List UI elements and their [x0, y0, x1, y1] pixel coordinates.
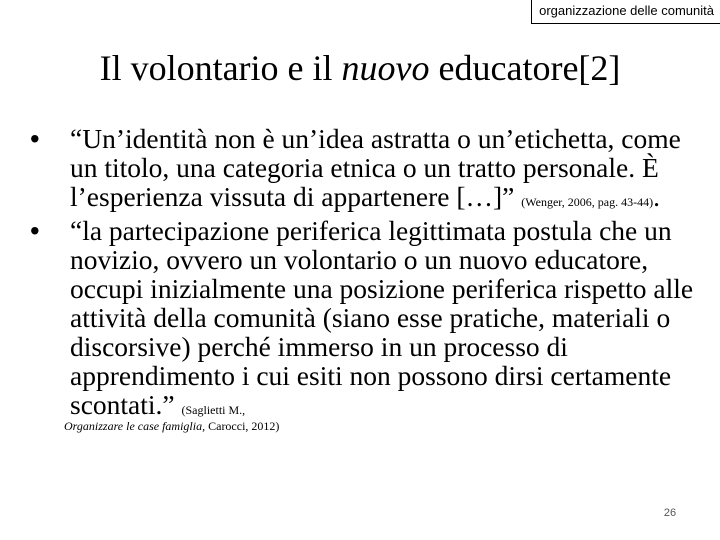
- bullet-list: [30, 124, 700, 432]
- title-text-start: Il volontario e il: [99, 48, 342, 88]
- title-text-italic: nuovo: [341, 48, 430, 88]
- citation-publisher: Carocci, 2012): [205, 419, 280, 433]
- bullet-text: “Un’identità non è un’idea astratta o un’etichetta, come un titolo, una categoria etnica o un tratto personale. È l’esperienza vissuta di appartenere […]”: [70, 123, 681, 212]
- title-text-end: educatore[2]: [429, 48, 621, 88]
- bullet-icon: •: [30, 215, 40, 246]
- citation-book-title: Organizzare le case famiglia,: [64, 419, 206, 433]
- bullet-text: “la partecipazione periferica legittimata postula che un novizio, ovvero un volontario o un nuovo educatore, occupi inizialmente una posizione periferica rispetto alle attività della comunità (siano esse pratiche, materiali o discorsive) perché immerso in un processo di apprendimento i cui esiti non possono dirsi certamente scontati.”: [70, 215, 694, 420]
- citation: (Wenger, 2006, pag. 43-44): [521, 195, 654, 209]
- bullet-item: [30, 216, 700, 432]
- page-number: 26: [663, 507, 677, 519]
- bullet-end-punctuation: .: [653, 181, 660, 212]
- bullet-item: [30, 124, 700, 211]
- citation-continued: [64, 420, 700, 432]
- slide-title: [0, 46, 720, 90]
- bullet-icon: •: [30, 123, 40, 154]
- section-tag: organizzazione delle comunità: [531, 0, 720, 24]
- citation: (Saglietti M.,: [181, 403, 246, 417]
